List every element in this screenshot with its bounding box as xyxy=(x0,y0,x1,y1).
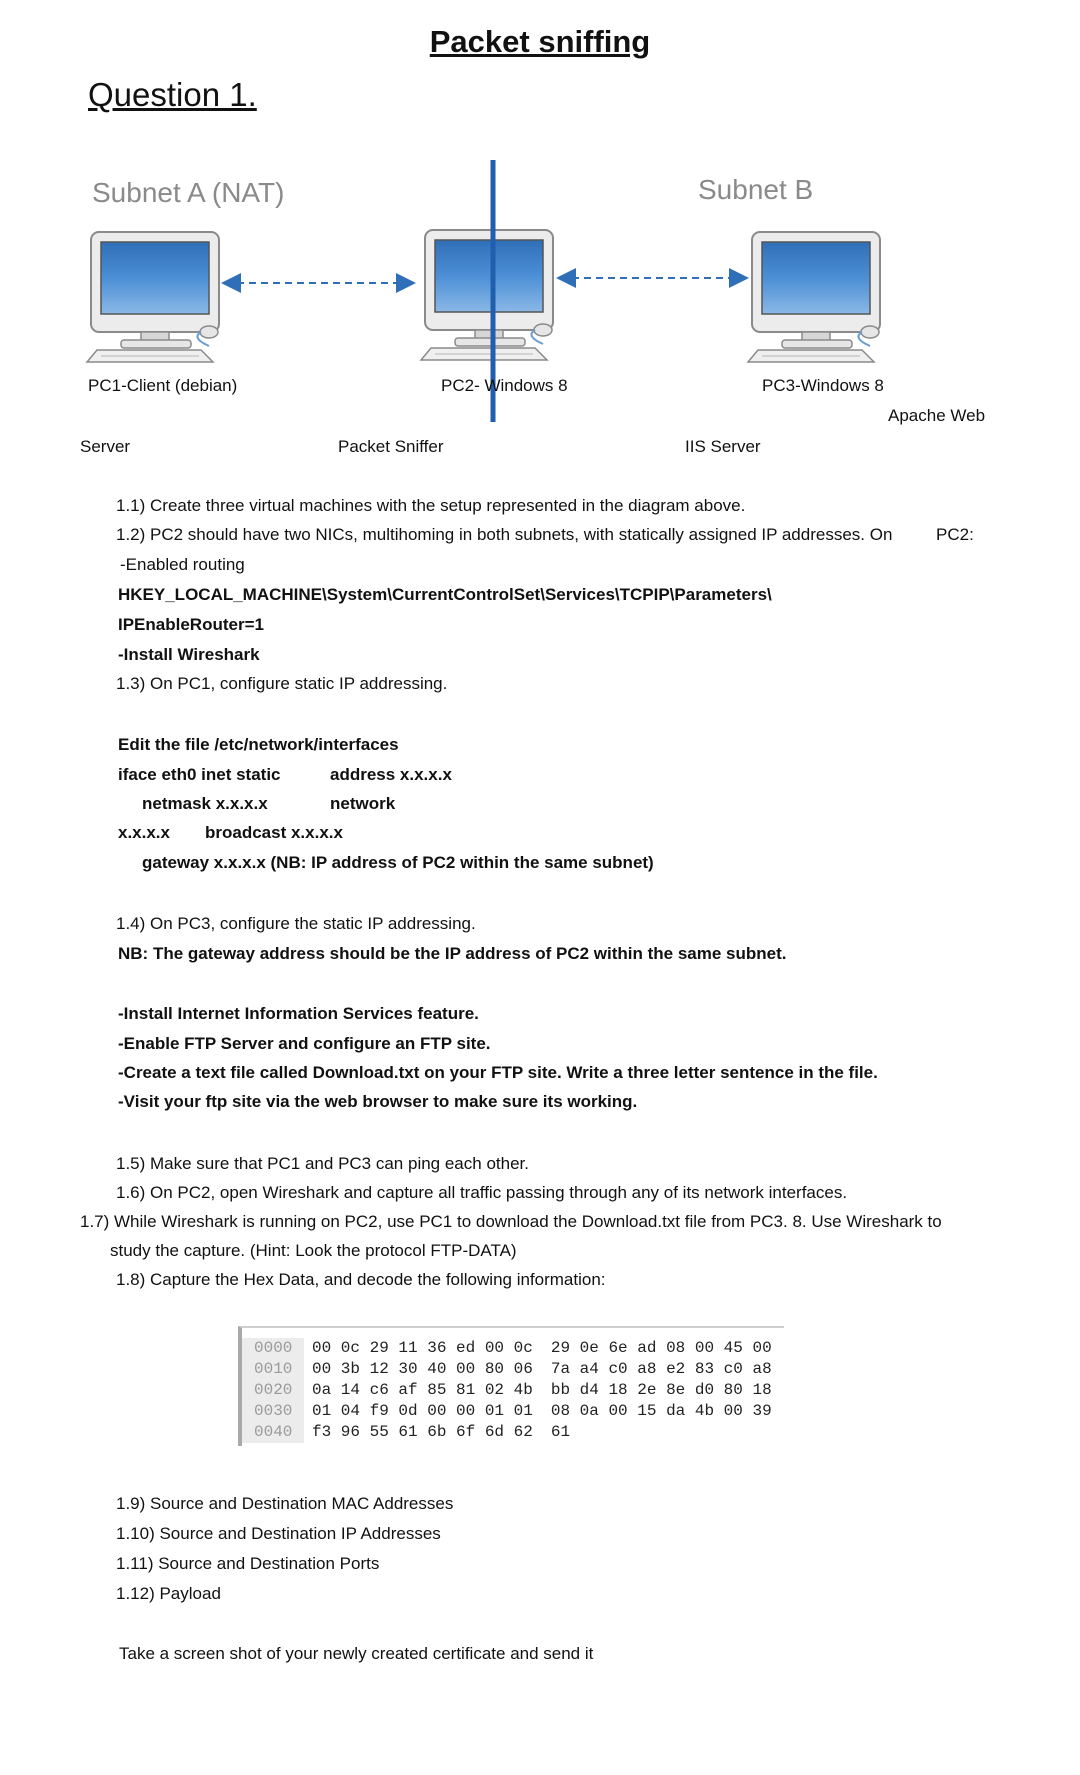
step-1-2-pc2: PC2: xyxy=(936,525,974,544)
hex-bytes-b: bb d4 18 2e 8e d0 80 18 xyxy=(550,1381,772,1399)
hex-offset: 0040 xyxy=(242,1422,304,1443)
hex-offset: 0020 xyxy=(242,1380,304,1401)
hex-row xyxy=(242,1338,772,1359)
hex-dump-panel xyxy=(238,1326,784,1446)
step-1-1: 1.1) Create three virtual machines with the setup represented in the diagram above. xyxy=(116,496,746,515)
hex-row xyxy=(242,1359,772,1380)
pc1-computer-icon xyxy=(87,232,219,362)
netmask-line: netmask x.x.x.x xyxy=(142,794,268,813)
pc3-computer-icon xyxy=(748,232,880,362)
install-wireshark: -Install Wireshark xyxy=(118,645,260,664)
visit-ftp: -Visit your ftp site via the web browser to make sure its working. xyxy=(118,1092,638,1111)
step-1-8: 1.8) Capture the Hex Data, and decode the following information: xyxy=(116,1270,606,1289)
pc2-computer-icon xyxy=(421,230,553,360)
subnet-a-label: Subnet A (NAT) xyxy=(92,177,285,208)
hex-bytes-a: 0a 14 c6 af 85 81 02 4b xyxy=(312,1381,533,1399)
hex-bytes-a: f3 96 55 61 6b 6f 6d 62 xyxy=(312,1423,533,1441)
step-1-6: 1.6) On PC2, open Wireshark and capture all traffic passing through any of its network interfaces. xyxy=(116,1183,848,1202)
server-label: Server xyxy=(80,437,131,456)
broadcast-line: broadcast x.x.x.x xyxy=(205,823,343,842)
install-iis: -Install Internet Information Services feature. xyxy=(118,1004,479,1023)
step-1-5: 1.5) Make sure that PC1 and PC3 can ping each other. xyxy=(116,1154,529,1173)
closing-instruction: Take a screen shot of your newly created certificate and send it xyxy=(119,1644,594,1663)
hex-offset: 0010 xyxy=(242,1359,304,1380)
hex-bytes-a: 01 04 f9 0d 00 00 01 01 xyxy=(312,1402,533,1420)
question-heading: Question 1. xyxy=(88,76,257,113)
page-title: Packet sniffing xyxy=(429,24,651,59)
create-file: -Create a text file called Download.txt on your FTP site. Write a three letter sentence in the file. xyxy=(118,1063,878,1082)
registry-path: HKEY_LOCAL_MACHINE\System\CurrentControlSet\Services\TCPIP\Parameters\ xyxy=(118,585,772,604)
step-1-4: 1.4) On PC3, configure the static IP addressing. xyxy=(116,914,476,933)
step-1-12: 1.12) Payload xyxy=(116,1584,221,1603)
gateway-note: NB: The gateway address should be the IP address of PC2 within the same subnet. xyxy=(118,944,787,963)
gateway-line: gateway x.x.x.x (NB: IP address of PC2 within the same subnet) xyxy=(142,853,654,872)
hex-bytes-b: 29 0e 6e ad 08 00 45 00 xyxy=(550,1339,772,1357)
iface-line: iface eth0 inet static xyxy=(118,765,281,784)
hex-row xyxy=(242,1401,772,1422)
iis-label: IIS Server xyxy=(685,437,761,456)
address-line: address x.x.x.x xyxy=(330,765,452,784)
registry-value: IPEnableRouter=1 xyxy=(118,615,264,634)
step-1-10: 1.10) Source and Destination IP Addresses xyxy=(116,1524,441,1543)
hex-row xyxy=(242,1422,570,1443)
hex-bytes-b: 08 0a 00 15 da 4b 00 39 xyxy=(550,1402,772,1420)
network-line: network xyxy=(330,794,396,813)
step-1-2: 1.2) PC2 should have two NICs, multihoming in both subnets, with statically assigned IP addresses. On xyxy=(116,525,893,544)
edit-file-line: Edit the file /etc/network/interfaces xyxy=(118,735,399,754)
apache-label: Apache Web xyxy=(888,406,986,425)
hex-offset: 0000 xyxy=(242,1338,304,1359)
sniffer-label: Packet Sniffer xyxy=(338,437,444,456)
hex-bytes-b: 61 xyxy=(550,1423,571,1441)
subnet-b-label: Subnet B xyxy=(698,174,814,205)
hex-offset: 0030 xyxy=(242,1401,304,1422)
enable-ftp: -Enable FTP Server and configure an FTP site. xyxy=(118,1034,491,1053)
pc3-label: PC3-Windows 8 xyxy=(762,376,884,395)
hex-row xyxy=(242,1380,772,1401)
step-1-7: 1.7) While Wireshark is running on PC2, use PC1 to download the Download.txt file from PC3. 8. Use Wireshark to xyxy=(80,1212,942,1231)
enabled-routing: -Enabled routing xyxy=(120,555,245,574)
network-value: x.x.x.x xyxy=(118,823,170,842)
hex-bytes-a: 00 3b 12 30 40 00 80 06 xyxy=(312,1360,533,1378)
pc1-label: PC1-Client (debian) xyxy=(88,376,238,395)
network-diagram xyxy=(0,150,1080,480)
step-1-9: 1.9) Source and Destination MAC Addresses xyxy=(116,1494,454,1513)
pc2-label: PC2- Windows 8 xyxy=(441,376,568,395)
hex-bytes-a: 00 0c 29 11 36 ed 00 0c xyxy=(312,1339,533,1357)
step-1-3: 1.3) On PC1, configure static IP addressing. xyxy=(116,674,448,693)
step-1-7-cont: study the capture. (Hint: Look the protocol FTP-DATA) xyxy=(110,1241,517,1260)
step-1-11: 1.11) Source and Destination Ports xyxy=(116,1554,380,1573)
hex-bytes-b: 7a a4 c0 a8 e2 83 c0 a8 xyxy=(550,1360,772,1378)
